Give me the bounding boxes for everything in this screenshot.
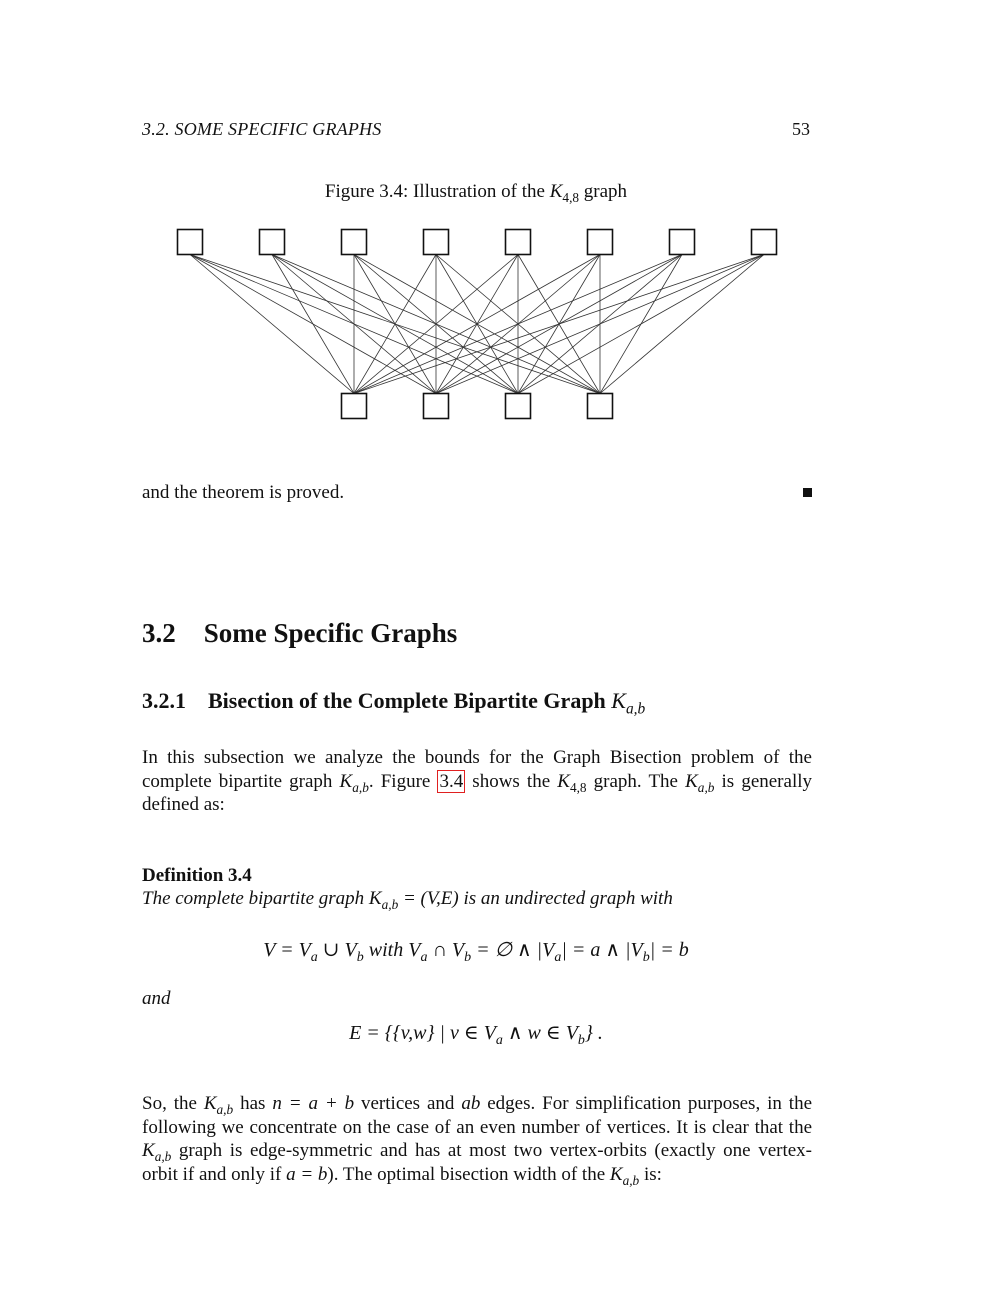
top-vertex	[670, 230, 695, 255]
running-head: 3.2. SOME SPECIFIC GRAPHS	[142, 119, 382, 139]
top-vertex	[506, 230, 531, 255]
proof-end-text: and the theorem is proved.	[142, 482, 345, 503]
top-vertex	[752, 230, 777, 255]
subsection-heading: 3.2.1 Bisection of the Complete Bipartite Graph $K_{a,b}$	[142, 688, 646, 718]
graph-edge	[600, 255, 764, 394]
top-vertex	[178, 230, 203, 255]
definition-and: and	[142, 988, 171, 1009]
top-vertex	[424, 230, 449, 255]
graph-edges	[190, 255, 764, 394]
page-number: 53	[792, 119, 810, 139]
figure-caption: Figure 3.4: Illustration of the $K_{4,8}$ graph	[324, 181, 628, 205]
graph-edge	[190, 255, 354, 394]
graph-edge	[518, 255, 764, 394]
bottom-vertex	[342, 394, 367, 419]
edge-set-equation: E = {{v,w} | v ∈ $V_a$ ∧ w ∈ $V_b$} .	[349, 1022, 603, 1048]
top-vertex	[342, 230, 367, 255]
bisection-paragraph: So, the $K_{a,b}$ has n = a + b vertices and ab edges. For simplification purposes, in the following we concentrate on the case of an even number of vertices. It is clear that the $K_{a,b}$ graph is edge-symmetric and has at most two vertex-orbits (exactly one vertex-orbit if and only if a = b). The optimal bisection width of the $K_{a,b}$ is:	[142, 1093, 813, 1188]
definition-title: Definition 3.4	[142, 865, 252, 886]
k48-graph-figure	[140, 220, 820, 430]
bottom-vertex	[588, 394, 613, 419]
top-vertex	[588, 230, 613, 255]
vertex-set-equation: $V = V_a$ ∪ $V_b$ with $V_a$ ∩ $V_b$ = ∅ ∧ $|V_a| = a$ ∧ $|V_b| = b$	[263, 939, 689, 965]
top-vertex	[260, 230, 285, 255]
definition-body: The complete bipartite graph $K_{a,b} = (V,E)$ is an undirected graph with	[142, 888, 673, 912]
section-heading: 3.2 Some Specific Graphs	[142, 618, 458, 648]
figure-reference-link[interactable]: 3.4	[439, 770, 464, 792]
intro-paragraph: In this subsection we analyze the bounds for the Graph Bisection problem of the complete bipartite graph $K_{a,b}$. Figure 3.4 shows the $K_{4,8}$ graph. The $K_{a,b}$ is generally defined as:	[142, 747, 812, 815]
bottom-vertex	[506, 394, 531, 419]
graph-edge	[354, 255, 764, 394]
graph-edge	[272, 255, 354, 394]
bottom-vertex	[424, 394, 449, 419]
qed-symbol	[803, 488, 812, 497]
